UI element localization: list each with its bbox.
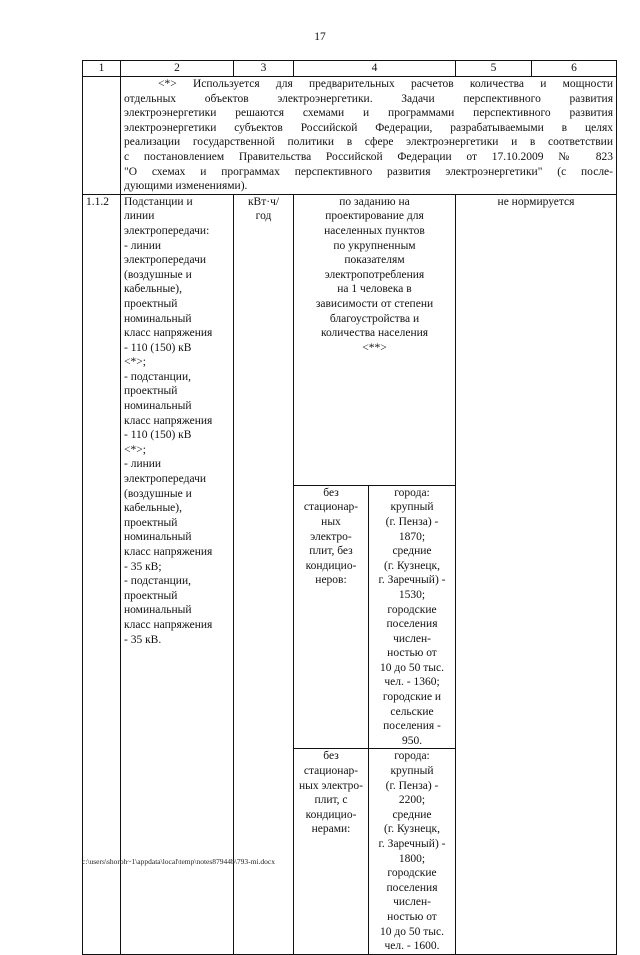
spec-line: зависимости от степени	[315, 297, 434, 310]
object-line: - подстанции,	[124, 575, 191, 588]
object-line: проектный	[124, 297, 178, 310]
object-line: номинальный	[124, 604, 192, 617]
file-path-footer: c:\users\shoroh~1\appdata\local\temp\notes87944b\793-mi.docx	[82, 857, 275, 866]
condition-line: без	[323, 486, 339, 499]
value-line: городские и	[382, 691, 442, 704]
value-line: крупный	[390, 501, 434, 514]
object-line: номинальный	[124, 400, 192, 413]
value-line: ностью от	[387, 647, 437, 660]
column-number: 2	[121, 61, 234, 77]
value-line: поселения	[386, 881, 438, 894]
note-line: реализации государственной политики в сфере электроэнергетики и в соответствии	[124, 136, 613, 149]
note-line: <*> Используется для предварительных расчетов количества и мощности	[158, 78, 613, 90]
column-numbers-row	[83, 61, 617, 77]
spec-line: <**>	[362, 341, 387, 354]
condition-line: плит, без	[309, 545, 353, 558]
spec-line: на 1 человека в	[337, 283, 412, 296]
object-line: электропередачи:	[124, 224, 210, 237]
object-line: (воздушные и	[124, 268, 192, 281]
object-line: линии	[124, 210, 155, 223]
column-number: 1	[83, 61, 121, 77]
page-number: 17	[314, 31, 326, 43]
object-line: класс напряжения	[124, 414, 213, 427]
object-line: Подстанции и	[124, 195, 193, 208]
value-line: г. Заречный) -	[378, 838, 446, 850]
value-line: (г. Кузнецк,	[384, 823, 440, 836]
condition-line: ных электро-	[298, 779, 363, 792]
spec-line: благоустройства и	[329, 312, 420, 325]
value-line: (г. Пенза) -	[385, 515, 439, 528]
condition-line: неров:	[315, 574, 347, 587]
note-line: электроэнергетики субъектов Российской Федерации, разрабатываемыми в целях	[124, 121, 613, 134]
spec-line: количества населения	[320, 327, 429, 340]
object-line: класс напряжения	[124, 618, 213, 631]
value-line: 2200;	[398, 794, 426, 807]
object-line: проектный	[124, 589, 178, 602]
value-line: города:	[394, 486, 430, 499]
unit-line: кВт·ч/	[247, 195, 280, 208]
condition-line: нерами:	[311, 823, 351, 836]
not-normalized-cell: не нормируется	[456, 194, 617, 954]
condition-line: кондицио-	[305, 808, 357, 821]
value-line: средние	[392, 808, 432, 821]
spec-line: показателям	[344, 254, 405, 267]
object-description	[121, 194, 234, 954]
unit-of-measure	[234, 194, 294, 954]
object-line: проектный	[124, 385, 178, 398]
condition-line: стационар-	[303, 765, 359, 778]
note-line: электроэнергетики решаются схемами и программами перспективного развития	[124, 107, 613, 120]
row-code: 1.1.2	[83, 194, 121, 954]
object-line: - 110 (150) кВ	[124, 341, 192, 354]
value-line: 10 до 50 тыс.	[380, 661, 444, 674]
condition-line: плит, с	[314, 794, 348, 807]
spec-line: по заданию на	[339, 195, 410, 208]
value-line: г. Заречный) -	[378, 574, 446, 587]
object-line: номинальный	[124, 312, 192, 325]
value-line: города:	[394, 750, 430, 763]
object-line: электропередачи	[124, 254, 207, 267]
note-text	[121, 77, 617, 195]
object-line: электропередачи	[124, 473, 207, 486]
note-line: "О схемах и программах перспективного развития электроэнергетики" (с после-	[124, 165, 613, 178]
standards-table	[82, 60, 617, 955]
data-row-top	[83, 194, 617, 485]
condition-with-ac	[294, 749, 369, 954]
value-line: 1530;	[398, 588, 426, 601]
note-line: отдельных объектов электроэнергетики. Задачи перспективного развития	[124, 92, 613, 105]
note-line: с постановлением Правительства Российской Федерации от 17.10.2009 № 823	[124, 150, 613, 163]
object-line: <*>;	[124, 443, 146, 456]
value-line: городские	[387, 603, 437, 616]
note-line: дующими изменениями).	[124, 180, 248, 193]
unit-line: год	[255, 210, 272, 223]
value-line: 950.	[401, 734, 423, 747]
values-with-ac	[369, 749, 456, 954]
value-line: 1870;	[398, 530, 426, 543]
object-line: класс напряжения	[124, 327, 213, 340]
value-line: ностью от	[387, 910, 437, 923]
condition-line: стационар-	[303, 501, 359, 514]
value-line: чел. - 1360;	[384, 676, 440, 689]
value-line: крупный	[390, 765, 434, 778]
condition-line: без	[323, 750, 339, 763]
value-line: 10 до 50 тыс.	[380, 925, 444, 938]
object-line: кабельные),	[124, 502, 182, 515]
value-line: сельские	[390, 705, 434, 718]
object-line: (воздушные и	[124, 487, 192, 500]
value-line: (г. Пенза) -	[385, 779, 439, 792]
note-row	[83, 77, 617, 195]
column-number: 5	[456, 61, 532, 77]
object-line: - 110 (150) кВ	[124, 429, 192, 442]
object-line: номинальный	[124, 531, 192, 544]
value-line: (г. Кузнецк,	[384, 559, 440, 572]
values-no-ac	[369, 485, 456, 749]
column-number: 3	[234, 61, 294, 77]
value-line: числен-	[393, 632, 431, 645]
object-line: - линии	[124, 458, 162, 471]
value-line: поселения -	[383, 720, 441, 733]
object-line: - линии	[124, 239, 162, 252]
consumption-spec	[294, 194, 456, 485]
value-line: поселения	[386, 618, 438, 631]
note-empty-cell	[83, 77, 121, 195]
object-line: <*>;	[124, 356, 146, 369]
spec-line: по укрупненным	[333, 239, 416, 252]
object-line: - подстанции,	[124, 370, 191, 383]
spec-line: электропотребления	[324, 268, 425, 281]
condition-no-ac	[294, 485, 369, 749]
value-line: городские	[387, 867, 437, 880]
spec-line: проектирование для	[325, 210, 424, 223]
value-line: средние	[392, 545, 432, 558]
condition-line: кондицио-	[305, 559, 357, 572]
spec-line: населенных пунктов	[324, 224, 425, 237]
object-line: проектный	[124, 516, 178, 529]
condition-line: ных	[321, 515, 341, 528]
object-line: - 35 кВ.	[124, 633, 162, 646]
value-line: чел. - 1600.	[384, 940, 440, 953]
column-number: 4	[294, 61, 456, 77]
column-number: 6	[532, 61, 617, 77]
object-line: кабельные),	[124, 283, 182, 296]
condition-line: электро-	[310, 530, 352, 543]
value-line: числен-	[393, 896, 431, 909]
value-line: 1800;	[398, 852, 426, 865]
object-line: класс напряжения	[124, 546, 213, 558]
object-line: - 35 кВ;	[124, 560, 162, 573]
